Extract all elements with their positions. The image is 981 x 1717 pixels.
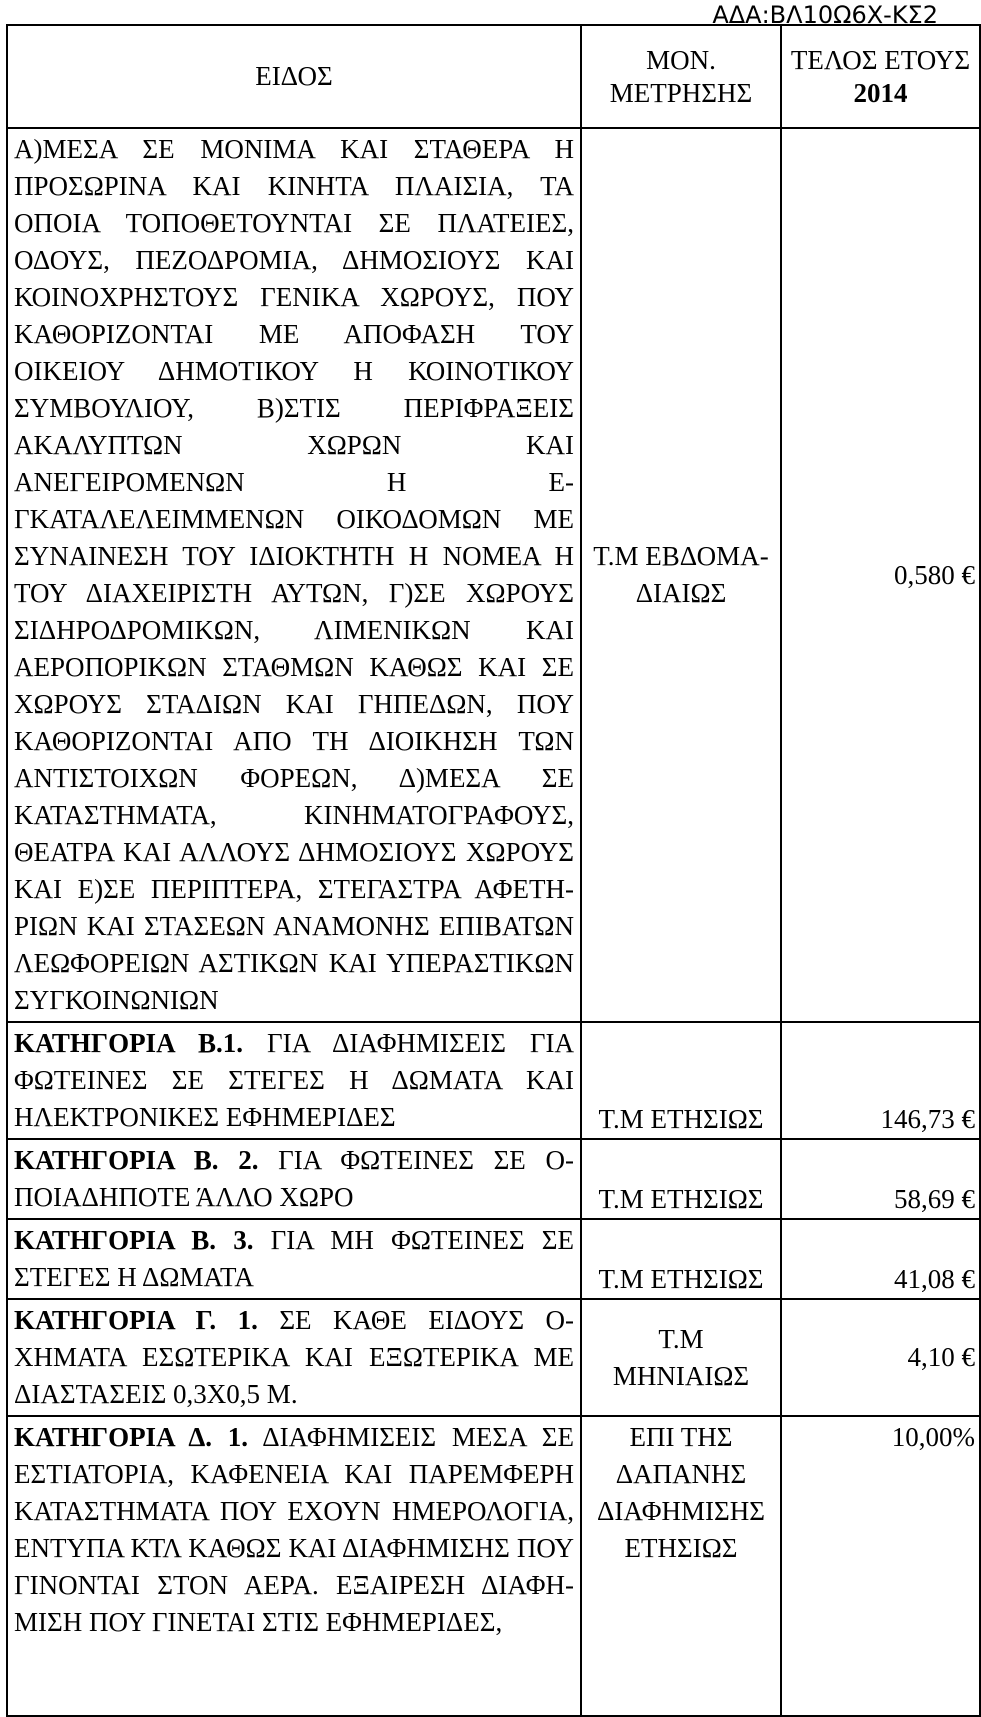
row-description: Α)ΜΕΣΑ ΣΕ ΜΟΝΙΜΑ ΚΑΙ ΣΤΑΘΕΡΑ Η ΠΡΟΣΩΡΙΝΑ ΚΑΙ ΚΙΝΗΤΑ ΠΛΑΙΣΙΑ, ΤΑ ΟΠΟΙΑ ΤΟΠΟΘΕΤΟΥΝΤΑΙ ΣΕ ΠΛΑΤΕΙΕΣ, ΟΔΟΥΣ, ΠΕΖΟΔΡΟΜΙΑ, ΔΗΜΟΣΙΟΥΣ ΚΑΙ ΚΟΙΝΟΧΡΗΣΤΟΥΣ ΓΕΝΙΚΑ ΧΩΡΟΥΣ, ΠΟΥ ΚΑΘΟΡΙΖΟΝΤΑΙ ΜΕ ΑΠΟΦΑΣΗ ΤΟΥ ΟΙΚΕΙΟΥ ΔΗΜΟΤΙΚΟΥ Η ΚΟΙΝΟΤΙΚΟΥ ΣΥΜΒΟΥΛΙΟΥ, Β)ΣΤΙΣ ΠΕΡΙΦΡΑΞΕΙΣ ΑΚΑΛΥΠΤΩΝ ΧΩΡΩΝ ΚΑΙ ΑΝΕΓΕΙΡΟΜΕΝΩΝ Η ΕΓΚΑΤΑΛΕΛΕΙΜΜΕΝΩΝ ΟΙΚΟΔΟΜΩΝ ΜΕ ΣΥΝΑΙΝΕΣΗ ΤΟΥ ΙΔΙΟΚΤΗΤΗ Η ΝΟΜΕΑ Η ΤΟΥ ΔΙΑΧΕΙΡΙΣΤΗ ΑΥΤΩΝ, Γ)ΣΕ ΧΩΡΟΥΣ ΣΙΔΗΡΟΔΡΟΜΙΚΩΝ, ΛΙΜΕΝΙΚΩΝ ΚΑΙ ΑΕΡΟΠΟΡΙΚΩΝ ΣΤΑΘΜΩΝ ΚΑΘΩΣ ΚΑΙ ΣΕ ΧΩΡΟΥΣ ΣΤΑΔΙΩΝ ΚΑΙ ΓΗΠΕΔΩΝ, ΠΟΥ ΚΑΘΟΡΙΖΟΝΤΑΙ ΑΠΟ ΤΗ ΔΙΟΙΚΗΣΗ ΤΩΝ ΑΝΤΙΣΤΟΙΧΩΝ ΦΟΡΕΩΝ, Δ)ΜΕΣΑ ΣΕ ΚΑΤΑΣΤΗΜΑΤΑ, ΚΙΝΗΜΑΤΟΓΡΑΦΟΥΣ, ΘΕΑΤΡΑ ΚΑΙ ΑΛΛΟΥΣ ΔΗΜΟΣΙΟΥΣ ΧΩΡΟΥΣ ΚΑΙ Ε)ΣΕ ΠΕΡΙΠΤΕΡΑ, ΣΤΕΓΑΣΤΡΑ ΑΦΕΤΗΡΙΩΝ ΚΑΙ ΣΤΑΣΕΩΝ ΑΝΑΜΟΝΗΣ ΕΠΙΒΑΤΩΝ ΛΕΩΦΟΡΕΙΩΝ ΑΣΤΙΚΩΝ ΚΑΙ ΥΠΕΡΑΣΤΙΚΩΝ ΣΥΓΚΟΙΝΩΝΙΩΝ — [7, 128, 581, 1022]
row-unit: ΕΠΙ ΤΗΣ ΔΑΠΑΝΗΣ ΔΙΑΦΗΜΙΣΗΣ ΕΤΗΣΙΩΣ — [581, 1416, 781, 1716]
row-fee: 58,69 € — [781, 1139, 980, 1219]
row-unit: Τ.Μ ΕΤΗΣΙΩΣ — [581, 1022, 781, 1139]
row-unit: Τ.Μ ΕΒΔΟΜΑΔΙΑΙΩΣ — [581, 128, 781, 1022]
ada-code: ΑΔΑ:ΒΛ10Ω6Χ-ΚΣ2 — [712, 1, 938, 29]
header-fee-year: 2014 — [853, 77, 908, 108]
header-fee — [781, 25, 980, 128]
header-fee-label: ΤΕΛΟΣ ΕΤΟΥΣ — [790, 44, 971, 75]
row-fee: 146,73 € — [781, 1022, 980, 1139]
row-unit: Τ.Μ ΕΤΗΣΙΩΣ — [581, 1139, 781, 1219]
header-kind: ΕΙΔΟΣ — [7, 25, 581, 128]
row-description: ΚΑΤΗΓΟΡΙΑ Δ. 1. ΔΙΑΦΗΜΙΣΕΙΣ ΜΕΣΑ ΣΕ ΕΣΤΙΑΤΟΡΙΑ, ΚΑΦΕΝΕΙΑ ΚΑΙ ΠΑΡΕΜΦΕΡΗ ΚΑΤΑΣΤΗΜΑΤΑ ΠΟΥ ΕΧΟΥΝ ΗΜΕΡΟΛΟΓΙΑ, ΕΝΤΥΠΑ ΚΤΛ ΚΑΘΩΣ ΚΑΙ ΔΙΑΦΗΜΙΣΗΣ ΠΟΥ ΓΙΝΟΝΤΑΙ ΣΤΟΝ ΑΕΡΑ. ΕΞΑΙΡΕΣΗ ΔΙΑΦΗΜΙΣΗ ΠΟΥ ΓΙΝΕΤΑΙ ΣΤΙΣ ΕΦΗΜΕΡΙΔΕΣ, — [7, 1416, 581, 1716]
row-fee: 41,08 € — [781, 1219, 980, 1299]
table-row — [7, 1139, 980, 1219]
header-row — [7, 25, 980, 128]
table-row — [7, 1022, 980, 1139]
table-row — [7, 1219, 980, 1299]
row-description: ΚΑΤΗΓΟΡΙΑ Γ. 1. ΣΕ ΚΑΘΕ ΕΙΔΟΥΣ ΟΧΗΜΑΤΑ ΕΣΩΤΕΡΙΚΑ ΚΑΙ ΕΞΩΤΕΡΙΚΑ ΜΕ ΔΙΑΣΤΑΣΕΙΣ 0,3Χ0,5 Μ. — [7, 1299, 581, 1416]
row-description: ΚΑΤΗΓΟΡΙΑ Β.1. ΓΙΑ ΔΙΑΦΗΜΙΣΕΙΣ ΓΙΑ ΦΩΤΕΙΝΕΣ ΣΕ ΣΤΕΓΕΣ Η ΔΩΜΑΤΑ ΚΑΙ ΗΛΕΚΤΡΟΝΙΚΕΣ ΕΦΗΜΕΡΙΔΕΣ — [7, 1022, 581, 1139]
row-fee: 4,10 € — [781, 1299, 980, 1416]
row-fee: 0,580 € — [781, 128, 980, 1022]
row-description: ΚΑΤΗΓΟΡΙΑ Β. 2. ΓΙΑ ΦΩΤΕΙΝΕΣ ΣΕ ΟΠΟΙΑΔΗΠΟΤΕ ΆΛΛΟ ΧΩΡΟ — [7, 1139, 581, 1219]
row-unit: Τ.Μ ΕΤΗΣΙΩΣ — [581, 1219, 781, 1299]
row-description: ΚΑΤΗΓΟΡΙΑ Β. 3. ΓΙΑ ΜΗ ΦΩΤΕΙΝΕΣ ΣΕ ΣΤΕΓΕΣ Η ΔΩΜΑΤΑ — [7, 1219, 581, 1299]
row-fee: 10,00% — [781, 1416, 980, 1716]
table-row — [7, 1299, 980, 1416]
row-unit: Τ.Μ ΜΗΝΙΑΙΩΣ — [581, 1299, 781, 1416]
table-row — [7, 128, 980, 1022]
table-row — [7, 1416, 980, 1716]
header-unit: ΜΟΝ. ΜΕΤΡΗΣΗΣ — [581, 25, 781, 128]
fee-table — [6, 24, 981, 1717]
